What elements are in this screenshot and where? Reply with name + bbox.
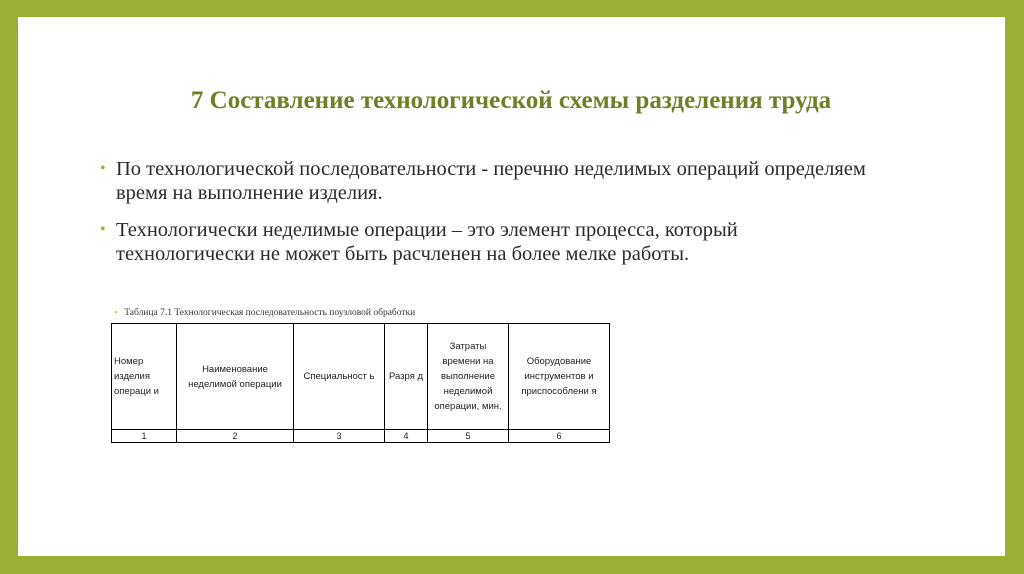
table-caption-text: Таблица 7.1 Технологическая последовательность поузловой обработки (124, 308, 416, 318)
table-cell: 4 (385, 430, 428, 443)
bullet-item (100, 218, 880, 266)
slide-title: 7 Составление технологической схемы разделения труда (190, 87, 832, 114)
slide (18, 17, 1005, 556)
table-header-cell: Наименование неделимой операции (177, 324, 294, 430)
table-cell: 1 (112, 430, 177, 443)
table-header-cell: Специальност ь (294, 324, 385, 430)
table-cell: 6 (509, 430, 610, 443)
table-header-row (112, 324, 610, 430)
table-cell: 2 (177, 430, 294, 443)
bullet-list (100, 157, 880, 279)
table-header-cell: Номер изделия операци и (112, 324, 177, 430)
table-caption (115, 308, 415, 318)
bullet-text: Технологически неделимые операции – это элемент процесса, который технологически не может быть расчленен на более мелке работы. (116, 219, 738, 265)
table-cell: 3 (294, 430, 385, 443)
bullet-text: По технологической последовательности - перечню неделимых операций определяем время на выполнение изделия. (116, 158, 866, 204)
bullet-icon: • (100, 160, 106, 177)
bullet-item (100, 157, 880, 205)
table-cell: 5 (428, 430, 509, 443)
table-row (112, 430, 610, 443)
table-header-cell: Оборудование инструментов и приспособлени я (509, 324, 610, 430)
table-header-cell: Затраты времени на выполнение неделимой операции, мин. (428, 324, 509, 430)
table-header-cell: Разря д (385, 324, 428, 430)
bullet-icon: • (100, 221, 106, 238)
bullet-icon: • (115, 308, 118, 317)
operations-table (111, 323, 610, 443)
